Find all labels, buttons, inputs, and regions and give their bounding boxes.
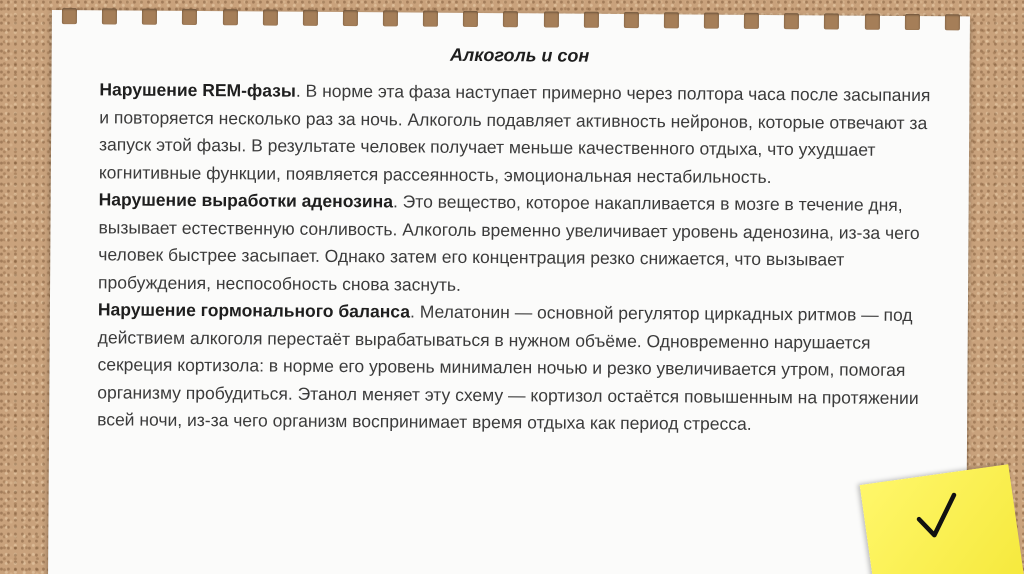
binder-hole [704, 13, 719, 29]
binder-hole [824, 13, 839, 29]
page-title: Алкоголь и сон [450, 44, 590, 66]
binder-hole [744, 13, 759, 29]
paragraph-text: . В норме эта фаза наступает примерно через полтора часа после засыпания и повторяется несколько раз за ночь. Алкоголь подавляет активность нейронов, которые отвечают за запуск этой фазы. В результате человек получает меньше качественного отдыха, что ухудшает когнитивные функции, появляется рассеянность, эмоциональная нестабильность. [98, 80, 931, 187]
binder-hole [423, 11, 438, 27]
binder-hole [584, 12, 599, 28]
paragraph-adenosine [98, 186, 939, 302]
paragraph-rem-phase [99, 76, 940, 192]
sticky-note [860, 464, 1024, 574]
paragraph-heading: Нарушение выработки аденозина [98, 189, 394, 212]
paragraph-heading: Нарушение REM-фазы [99, 79, 296, 101]
binder-hole [222, 9, 237, 25]
binder-hole [664, 12, 679, 28]
binder-hole [343, 10, 358, 26]
paragraph-hormonal-balance [97, 296, 938, 439]
binder-hole [463, 11, 478, 27]
binder-hole [784, 13, 799, 29]
binder-hole [303, 10, 318, 26]
binder-hole [945, 14, 960, 30]
binder-hole [182, 9, 197, 25]
binder-hole [905, 14, 920, 30]
paragraph-text: . Это вещество, которое накапливается в мозге в течение дня, вызывает естественную сонливость. Алкоголь временно увеличивает уровень аденозина, из-за чего человек быстрее засыпает. Однако затем его концентрация резко снижается, что вызывает пробуждения, неспособность снова заснуть. [98, 191, 920, 295]
slide-content [97, 40, 940, 439]
binder-hole [503, 11, 518, 27]
binder-hole [102, 8, 117, 24]
binder-hole [62, 8, 77, 24]
binder-hole [624, 12, 639, 28]
paragraph-heading: Нарушение гормонального баланса [97, 299, 411, 322]
binder-hole [383, 10, 398, 26]
paragraph-text: . Мелатонин — основной регулятор циркадных ритмов — под действием алкоголя перестаёт вырабатываться в нужном объёме. Одновременно нарушается секреция кортизола: в норме его уровень минимален ночью и резко увеличивается утром, помогая организму пробудиться. Этанол меняет эту схему — кортизол остаётся повышенным на протяжении всей ночи, из-за чего организм воспринимает время отдыха как период стресса. [97, 301, 919, 434]
binder-hole [864, 14, 879, 30]
binder-hole [263, 9, 278, 25]
checkmark-icon [910, 489, 966, 545]
binder-hole [543, 11, 558, 27]
binder-holes [62, 8, 960, 32]
notebook-paper [48, 10, 970, 574]
binder-hole [142, 9, 157, 25]
